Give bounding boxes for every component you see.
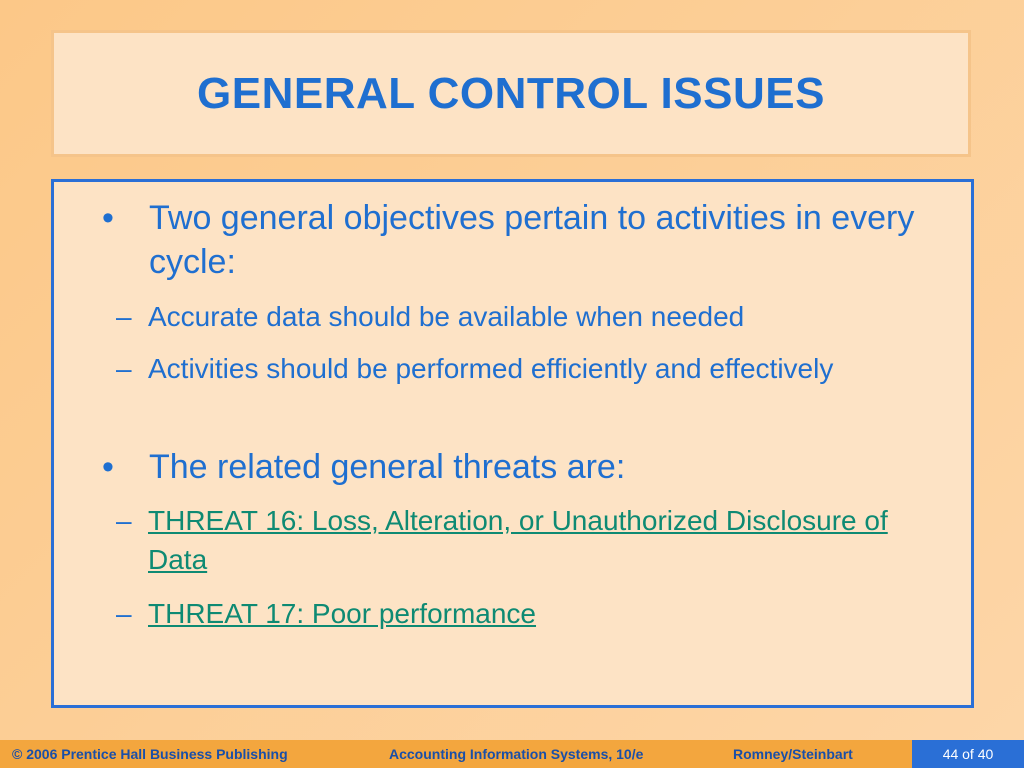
dash-marker: – [116, 301, 132, 332]
bullet-text: Two general objectives pertain to activities in every cycle: [149, 199, 915, 282]
dash-marker: – [116, 353, 132, 384]
bullet-marker: • [102, 199, 114, 237]
sub-bullet-text: Activities should be performed efficiently and effectively [148, 353, 834, 384]
title-box [51, 30, 971, 157]
bullet-text: The related general threats are: [149, 448, 626, 486]
page-number: 44 of 40 [912, 740, 1024, 768]
bullet-marker: • [102, 448, 114, 486]
dash-marker: – [116, 505, 132, 536]
sub-bullet-text: Accurate data should be available when needed [148, 301, 745, 332]
footer-authors: Romney/Steinbart [733, 746, 853, 762]
footer-book-title: Accounting Information Systems, 10/e [389, 746, 644, 762]
threat-17-link[interactable]: THREAT 17: Poor performance [148, 598, 537, 629]
content-box [51, 179, 974, 708]
dash-marker: – [116, 598, 132, 629]
slide-title: GENERAL CONTROL ISSUES [197, 68, 825, 118]
threat-16-link[interactable]: THREAT 16: Loss, Alteration, or Unauthorized Disclosure of Data [148, 505, 888, 576]
footer-copyright: © 2006 Prentice Hall Business Publishing [12, 746, 288, 762]
footer-bar [0, 740, 1024, 768]
